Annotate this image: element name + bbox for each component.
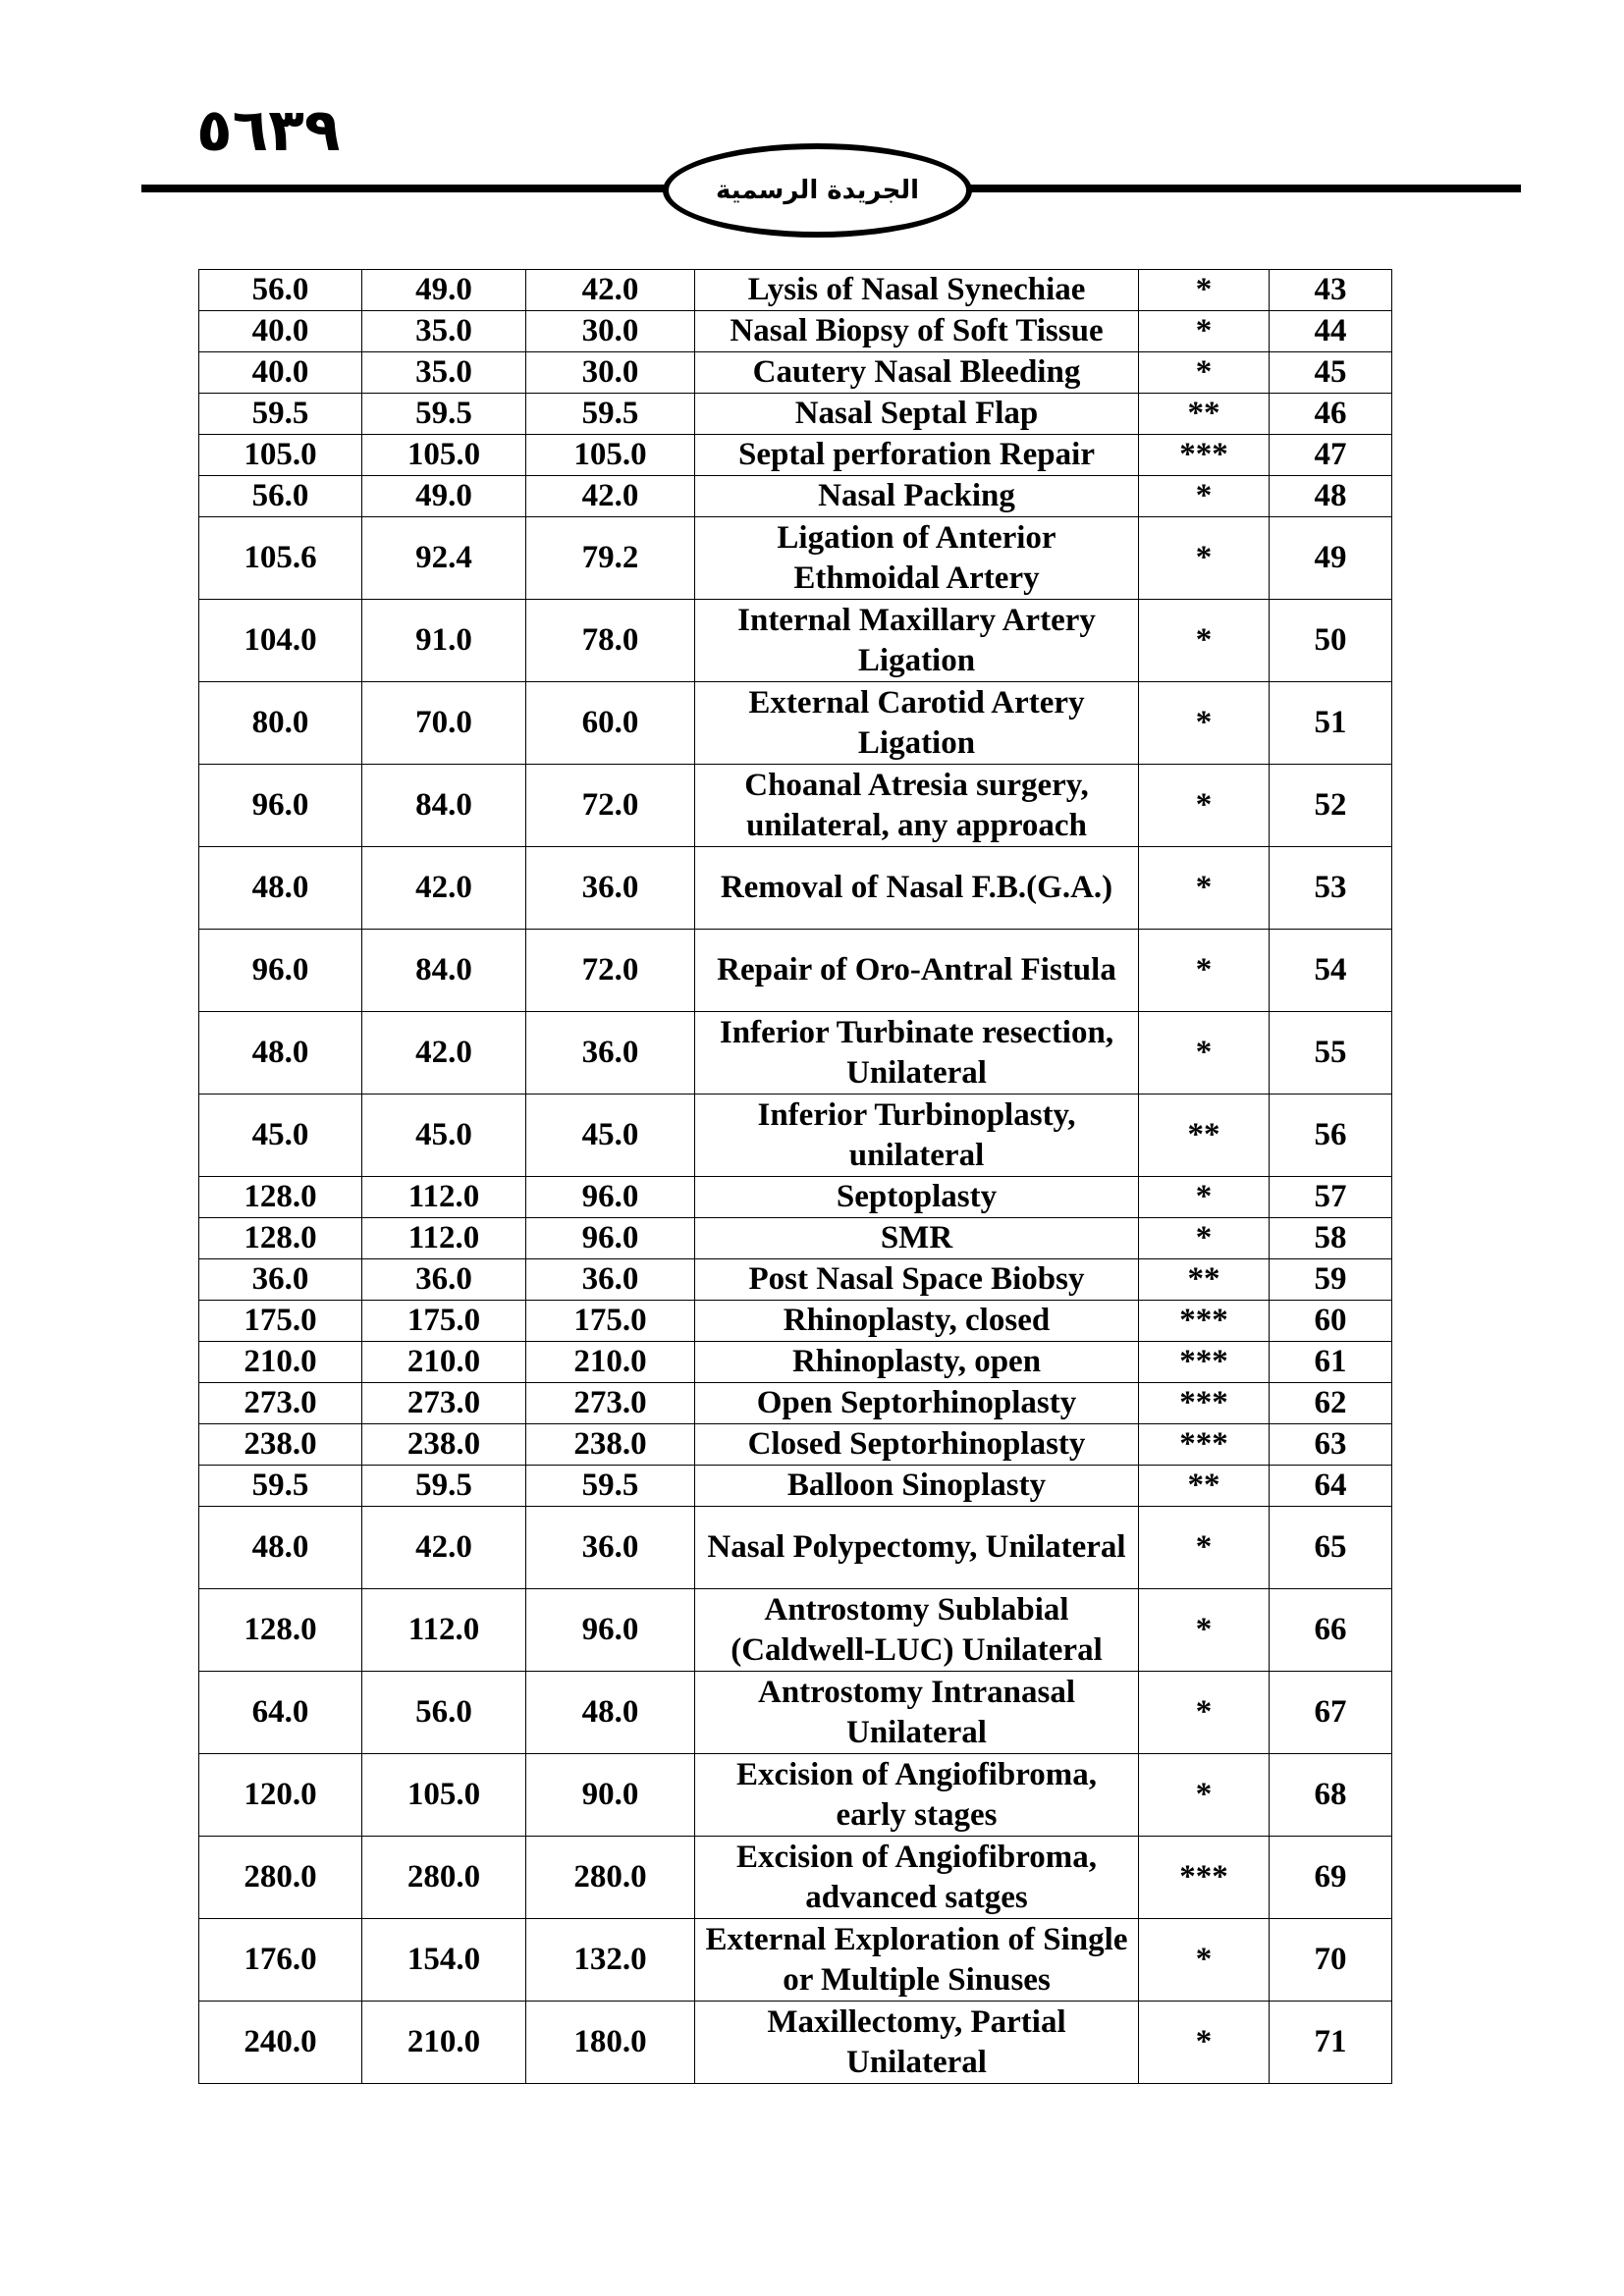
grade-cell: *	[1139, 517, 1270, 600]
fee-col-2-cell: 36.0	[362, 1259, 526, 1301]
fee-col-1-cell: 56.0	[199, 476, 362, 517]
row-number-cell: 47	[1270, 435, 1392, 476]
row-number-cell: 51	[1270, 682, 1392, 765]
row-number-cell: 54	[1270, 930, 1392, 1012]
fee-col-1-cell: 105.6	[199, 517, 362, 600]
table-row	[199, 1095, 1392, 1177]
fee-col-1-cell: 280.0	[199, 1837, 362, 1919]
procedure-name-cell: SMR	[695, 1218, 1139, 1259]
procedure-name-cell: Nasal Packing	[695, 476, 1139, 517]
fee-col-1-cell: 59.5	[199, 394, 362, 435]
fee-col-1-cell: 128.0	[199, 1177, 362, 1218]
fee-col-3-cell: 42.0	[526, 476, 695, 517]
row-number-cell: 48	[1270, 476, 1392, 517]
procedure-name-cell: Open Septorhinoplasty	[695, 1383, 1139, 1424]
procedure-name-cell: Nasal Septal Flap	[695, 394, 1139, 435]
procedure-name-cell: Excision of Angiofibroma, advanced satges	[695, 1837, 1139, 1919]
row-number-cell: 70	[1270, 1919, 1392, 2002]
table-row	[199, 1177, 1392, 1218]
table-row	[199, 1589, 1392, 1672]
procedure-name-cell: Choanal Atresia surgery, unilateral, any approach	[695, 765, 1139, 847]
procedure-name-cell: Nasal Biopsy of Soft Tissue	[695, 311, 1139, 352]
fee-col-3-cell: 30.0	[526, 352, 695, 394]
fee-col-2-cell: 112.0	[362, 1177, 526, 1218]
fee-col-3-cell: 72.0	[526, 765, 695, 847]
procedure-name-cell: External Exploration of Single or Multiple Sinuses	[695, 1919, 1139, 2002]
grade-cell: *	[1139, 1507, 1270, 1589]
procedure-name-cell: Internal Maxillary Artery Ligation	[695, 600, 1139, 682]
grade-cell: *	[1139, 1672, 1270, 1754]
fee-col-3-cell: 36.0	[526, 1259, 695, 1301]
fee-col-2-cell: 56.0	[362, 1672, 526, 1754]
table-row	[199, 1012, 1392, 1095]
fee-col-2-cell: 112.0	[362, 1218, 526, 1259]
fee-col-3-cell: 59.5	[526, 394, 695, 435]
fee-col-3-cell: 96.0	[526, 1218, 695, 1259]
row-number-cell: 69	[1270, 1837, 1392, 1919]
row-number-cell: 56	[1270, 1095, 1392, 1177]
table-row	[199, 352, 1392, 394]
procedure-name-cell: Cautery Nasal Bleeding	[695, 352, 1139, 394]
fee-col-2-cell: 210.0	[362, 1342, 526, 1383]
grade-cell: *	[1139, 476, 1270, 517]
fee-col-2-cell: 91.0	[362, 600, 526, 682]
fee-col-1-cell: 210.0	[199, 1342, 362, 1383]
row-number-cell: 57	[1270, 1177, 1392, 1218]
procedure-name-cell: Septoplasty	[695, 1177, 1139, 1218]
fee-col-3-cell: 36.0	[526, 1012, 695, 1095]
fee-col-2-cell: 210.0	[362, 2002, 526, 2084]
fee-col-3-cell: 180.0	[526, 2002, 695, 2084]
table-row	[199, 394, 1392, 435]
fee-col-2-cell: 105.0	[362, 435, 526, 476]
row-number-cell: 44	[1270, 311, 1392, 352]
fee-col-3-cell: 280.0	[526, 1837, 695, 1919]
fee-col-2-cell: 70.0	[362, 682, 526, 765]
procedure-name-cell: Inferior Turbinate resection, Unilateral	[695, 1012, 1139, 1095]
table-row	[199, 1383, 1392, 1424]
fee-col-1-cell: 48.0	[199, 1507, 362, 1589]
fee-col-2-cell: 238.0	[362, 1424, 526, 1466]
table-row	[199, 1672, 1392, 1754]
fee-col-1-cell: 240.0	[199, 2002, 362, 2084]
fee-col-2-cell: 84.0	[362, 930, 526, 1012]
grade-cell: ***	[1139, 1424, 1270, 1466]
procedure-name-cell: Post Nasal Space Biobsy	[695, 1259, 1139, 1301]
table-row	[199, 270, 1392, 311]
row-number-cell: 71	[1270, 2002, 1392, 2084]
grade-cell: ***	[1139, 1342, 1270, 1383]
table-row	[199, 1218, 1392, 1259]
fee-col-2-cell: 42.0	[362, 847, 526, 930]
fee-col-3-cell: 59.5	[526, 1466, 695, 1507]
grade-cell: *	[1139, 1754, 1270, 1837]
row-number-cell: 58	[1270, 1218, 1392, 1259]
fee-col-1-cell: 238.0	[199, 1424, 362, 1466]
fee-col-3-cell: 36.0	[526, 847, 695, 930]
fee-col-2-cell: 273.0	[362, 1383, 526, 1424]
grade-cell: *	[1139, 1218, 1270, 1259]
page-number: ٥٦٣٩	[196, 96, 341, 165]
procedure-name-cell: Septal perforation Repair	[695, 435, 1139, 476]
row-number-cell: 61	[1270, 1342, 1392, 1383]
grade-cell: *	[1139, 1012, 1270, 1095]
grade-cell: **	[1139, 1095, 1270, 1177]
fee-col-3-cell: 105.0	[526, 435, 695, 476]
fee-col-2-cell: 280.0	[362, 1837, 526, 1919]
grade-cell: *	[1139, 600, 1270, 682]
fee-col-1-cell: 120.0	[199, 1754, 362, 1837]
fee-col-3-cell: 175.0	[526, 1301, 695, 1342]
fee-col-3-cell: 96.0	[526, 1589, 695, 1672]
procedure-name-cell: Removal of Nasal F.B.(G.A.)	[695, 847, 1139, 930]
row-number-cell: 65	[1270, 1507, 1392, 1589]
fee-col-2-cell: 42.0	[362, 1507, 526, 1589]
gazette-title-oval	[663, 143, 972, 238]
fee-col-1-cell: 128.0	[199, 1218, 362, 1259]
row-number-cell: 50	[1270, 600, 1392, 682]
row-number-cell: 63	[1270, 1424, 1392, 1466]
fee-col-1-cell: 128.0	[199, 1589, 362, 1672]
fee-col-2-cell: 45.0	[362, 1095, 526, 1177]
fee-col-2-cell: 105.0	[362, 1754, 526, 1837]
procedure-name-cell: Excision of Angiofibroma, early stages	[695, 1754, 1139, 1837]
grade-cell: *	[1139, 311, 1270, 352]
fee-col-1-cell: 48.0	[199, 847, 362, 930]
fee-col-3-cell: 60.0	[526, 682, 695, 765]
fee-col-1-cell: 80.0	[199, 682, 362, 765]
fee-col-3-cell: 36.0	[526, 1507, 695, 1589]
table-row	[199, 1507, 1392, 1589]
fee-col-3-cell: 79.2	[526, 517, 695, 600]
procedure-name-cell: Rhinoplasty, open	[695, 1342, 1139, 1383]
procedure-name-cell: Repair of Oro-Antral Fistula	[695, 930, 1139, 1012]
fee-col-2-cell: 59.5	[362, 1466, 526, 1507]
fee-col-1-cell: 273.0	[199, 1383, 362, 1424]
fee-col-1-cell: 59.5	[199, 1466, 362, 1507]
fee-col-2-cell: 49.0	[362, 270, 526, 311]
fee-col-3-cell: 273.0	[526, 1383, 695, 1424]
procedure-name-cell: Inferior Turbinoplasty, unilateral	[695, 1095, 1139, 1177]
row-number-cell: 45	[1270, 352, 1392, 394]
grade-cell: *	[1139, 765, 1270, 847]
fee-col-1-cell: 40.0	[199, 311, 362, 352]
row-number-cell: 59	[1270, 1259, 1392, 1301]
procedure-name-cell: External Carotid Artery Ligation	[695, 682, 1139, 765]
table-row	[199, 1301, 1392, 1342]
grade-cell: *	[1139, 270, 1270, 311]
fee-col-1-cell: 40.0	[199, 352, 362, 394]
fee-col-2-cell: 35.0	[362, 311, 526, 352]
row-number-cell: 60	[1270, 1301, 1392, 1342]
procedure-name-cell: Closed Septorhinoplasty	[695, 1424, 1139, 1466]
grade-cell: *	[1139, 930, 1270, 1012]
fee-col-1-cell: 104.0	[199, 600, 362, 682]
fee-col-3-cell: 78.0	[526, 600, 695, 682]
fee-col-3-cell: 238.0	[526, 1424, 695, 1466]
table-row	[199, 1342, 1392, 1383]
procedure-name-cell: Lysis of Nasal Synechiae	[695, 270, 1139, 311]
row-number-cell: 68	[1270, 1754, 1392, 1837]
procedure-name-cell: Ligation of Anterior Ethmoidal Artery	[695, 517, 1139, 600]
procedure-name-cell: Antrostomy Intranasal Unilateral	[695, 1672, 1139, 1754]
fee-col-3-cell: 90.0	[526, 1754, 695, 1837]
fee-col-2-cell: 112.0	[362, 1589, 526, 1672]
grade-cell: ***	[1139, 1837, 1270, 1919]
grade-cell: **	[1139, 394, 1270, 435]
table-row	[199, 435, 1392, 476]
fee-col-2-cell: 154.0	[362, 1919, 526, 2002]
fee-col-1-cell: 56.0	[199, 270, 362, 311]
procedure-name-cell: Balloon Sinoplasty	[695, 1466, 1139, 1507]
fee-col-2-cell: 35.0	[362, 352, 526, 394]
procedure-name-cell: Nasal Polypectomy, Unilateral	[695, 1507, 1139, 1589]
fee-col-2-cell: 59.5	[362, 394, 526, 435]
table-row	[199, 1837, 1392, 1919]
table-row	[199, 1754, 1392, 1837]
row-number-cell: 67	[1270, 1672, 1392, 1754]
row-number-cell: 55	[1270, 1012, 1392, 1095]
grade-cell: *	[1139, 2002, 1270, 2084]
row-number-cell: 64	[1270, 1466, 1392, 1507]
table-row	[199, 1466, 1392, 1507]
fee-col-3-cell: 72.0	[526, 930, 695, 1012]
gazette-title: الجريدة الرسمية	[716, 176, 919, 205]
grade-cell: *	[1139, 847, 1270, 930]
fee-col-2-cell: 92.4	[362, 517, 526, 600]
grade-cell: *	[1139, 682, 1270, 765]
fee-col-1-cell: 105.0	[199, 435, 362, 476]
fee-col-3-cell: 210.0	[526, 1342, 695, 1383]
table-row	[199, 311, 1392, 352]
row-number-cell: 52	[1270, 765, 1392, 847]
table-row	[199, 1919, 1392, 2002]
grade-cell: ***	[1139, 1383, 1270, 1424]
grade-cell: ***	[1139, 1301, 1270, 1342]
row-number-cell: 43	[1270, 270, 1392, 311]
table-row	[199, 1259, 1392, 1301]
fee-col-3-cell: 42.0	[526, 270, 695, 311]
procedure-name-cell: Maxillectomy, Partial Unilateral	[695, 2002, 1139, 2084]
grade-cell: *	[1139, 1177, 1270, 1218]
fee-col-1-cell: 36.0	[199, 1259, 362, 1301]
fee-col-3-cell: 132.0	[526, 1919, 695, 2002]
row-number-cell: 49	[1270, 517, 1392, 600]
fee-col-2-cell: 175.0	[362, 1301, 526, 1342]
fee-col-2-cell: 84.0	[362, 765, 526, 847]
grade-cell: *	[1139, 1919, 1270, 2002]
fee-col-1-cell: 48.0	[199, 1012, 362, 1095]
row-number-cell: 66	[1270, 1589, 1392, 1672]
fee-col-1-cell: 176.0	[199, 1919, 362, 2002]
table-row	[199, 476, 1392, 517]
procedure-name-cell: Rhinoplasty, closed	[695, 1301, 1139, 1342]
fee-col-1-cell: 45.0	[199, 1095, 362, 1177]
table-row	[199, 517, 1392, 600]
fee-col-1-cell: 64.0	[199, 1672, 362, 1754]
table-row	[199, 1424, 1392, 1466]
grade-cell: **	[1139, 1466, 1270, 1507]
row-number-cell: 46	[1270, 394, 1392, 435]
row-number-cell: 53	[1270, 847, 1392, 930]
table-row	[199, 682, 1392, 765]
fee-col-3-cell: 30.0	[526, 311, 695, 352]
row-number-cell: 62	[1270, 1383, 1392, 1424]
fee-col-3-cell: 48.0	[526, 1672, 695, 1754]
fee-col-3-cell: 45.0	[526, 1095, 695, 1177]
table-row	[199, 847, 1392, 930]
procedure-name-cell: Antrostomy Sublabial (Caldwell-LUC) Unilateral	[695, 1589, 1139, 1672]
grade-cell: ***	[1139, 435, 1270, 476]
fee-col-3-cell: 96.0	[526, 1177, 695, 1218]
table-row	[199, 2002, 1392, 2084]
fee-col-1-cell: 96.0	[199, 930, 362, 1012]
grade-cell: *	[1139, 352, 1270, 394]
procedure-fee-table	[198, 269, 1392, 2084]
table-row	[199, 600, 1392, 682]
grade-cell: **	[1139, 1259, 1270, 1301]
fee-col-2-cell: 49.0	[362, 476, 526, 517]
fee-col-1-cell: 96.0	[199, 765, 362, 847]
fee-col-1-cell: 175.0	[199, 1301, 362, 1342]
grade-cell: *	[1139, 1589, 1270, 1672]
fee-col-2-cell: 42.0	[362, 1012, 526, 1095]
table-row	[199, 765, 1392, 847]
table-row	[199, 930, 1392, 1012]
